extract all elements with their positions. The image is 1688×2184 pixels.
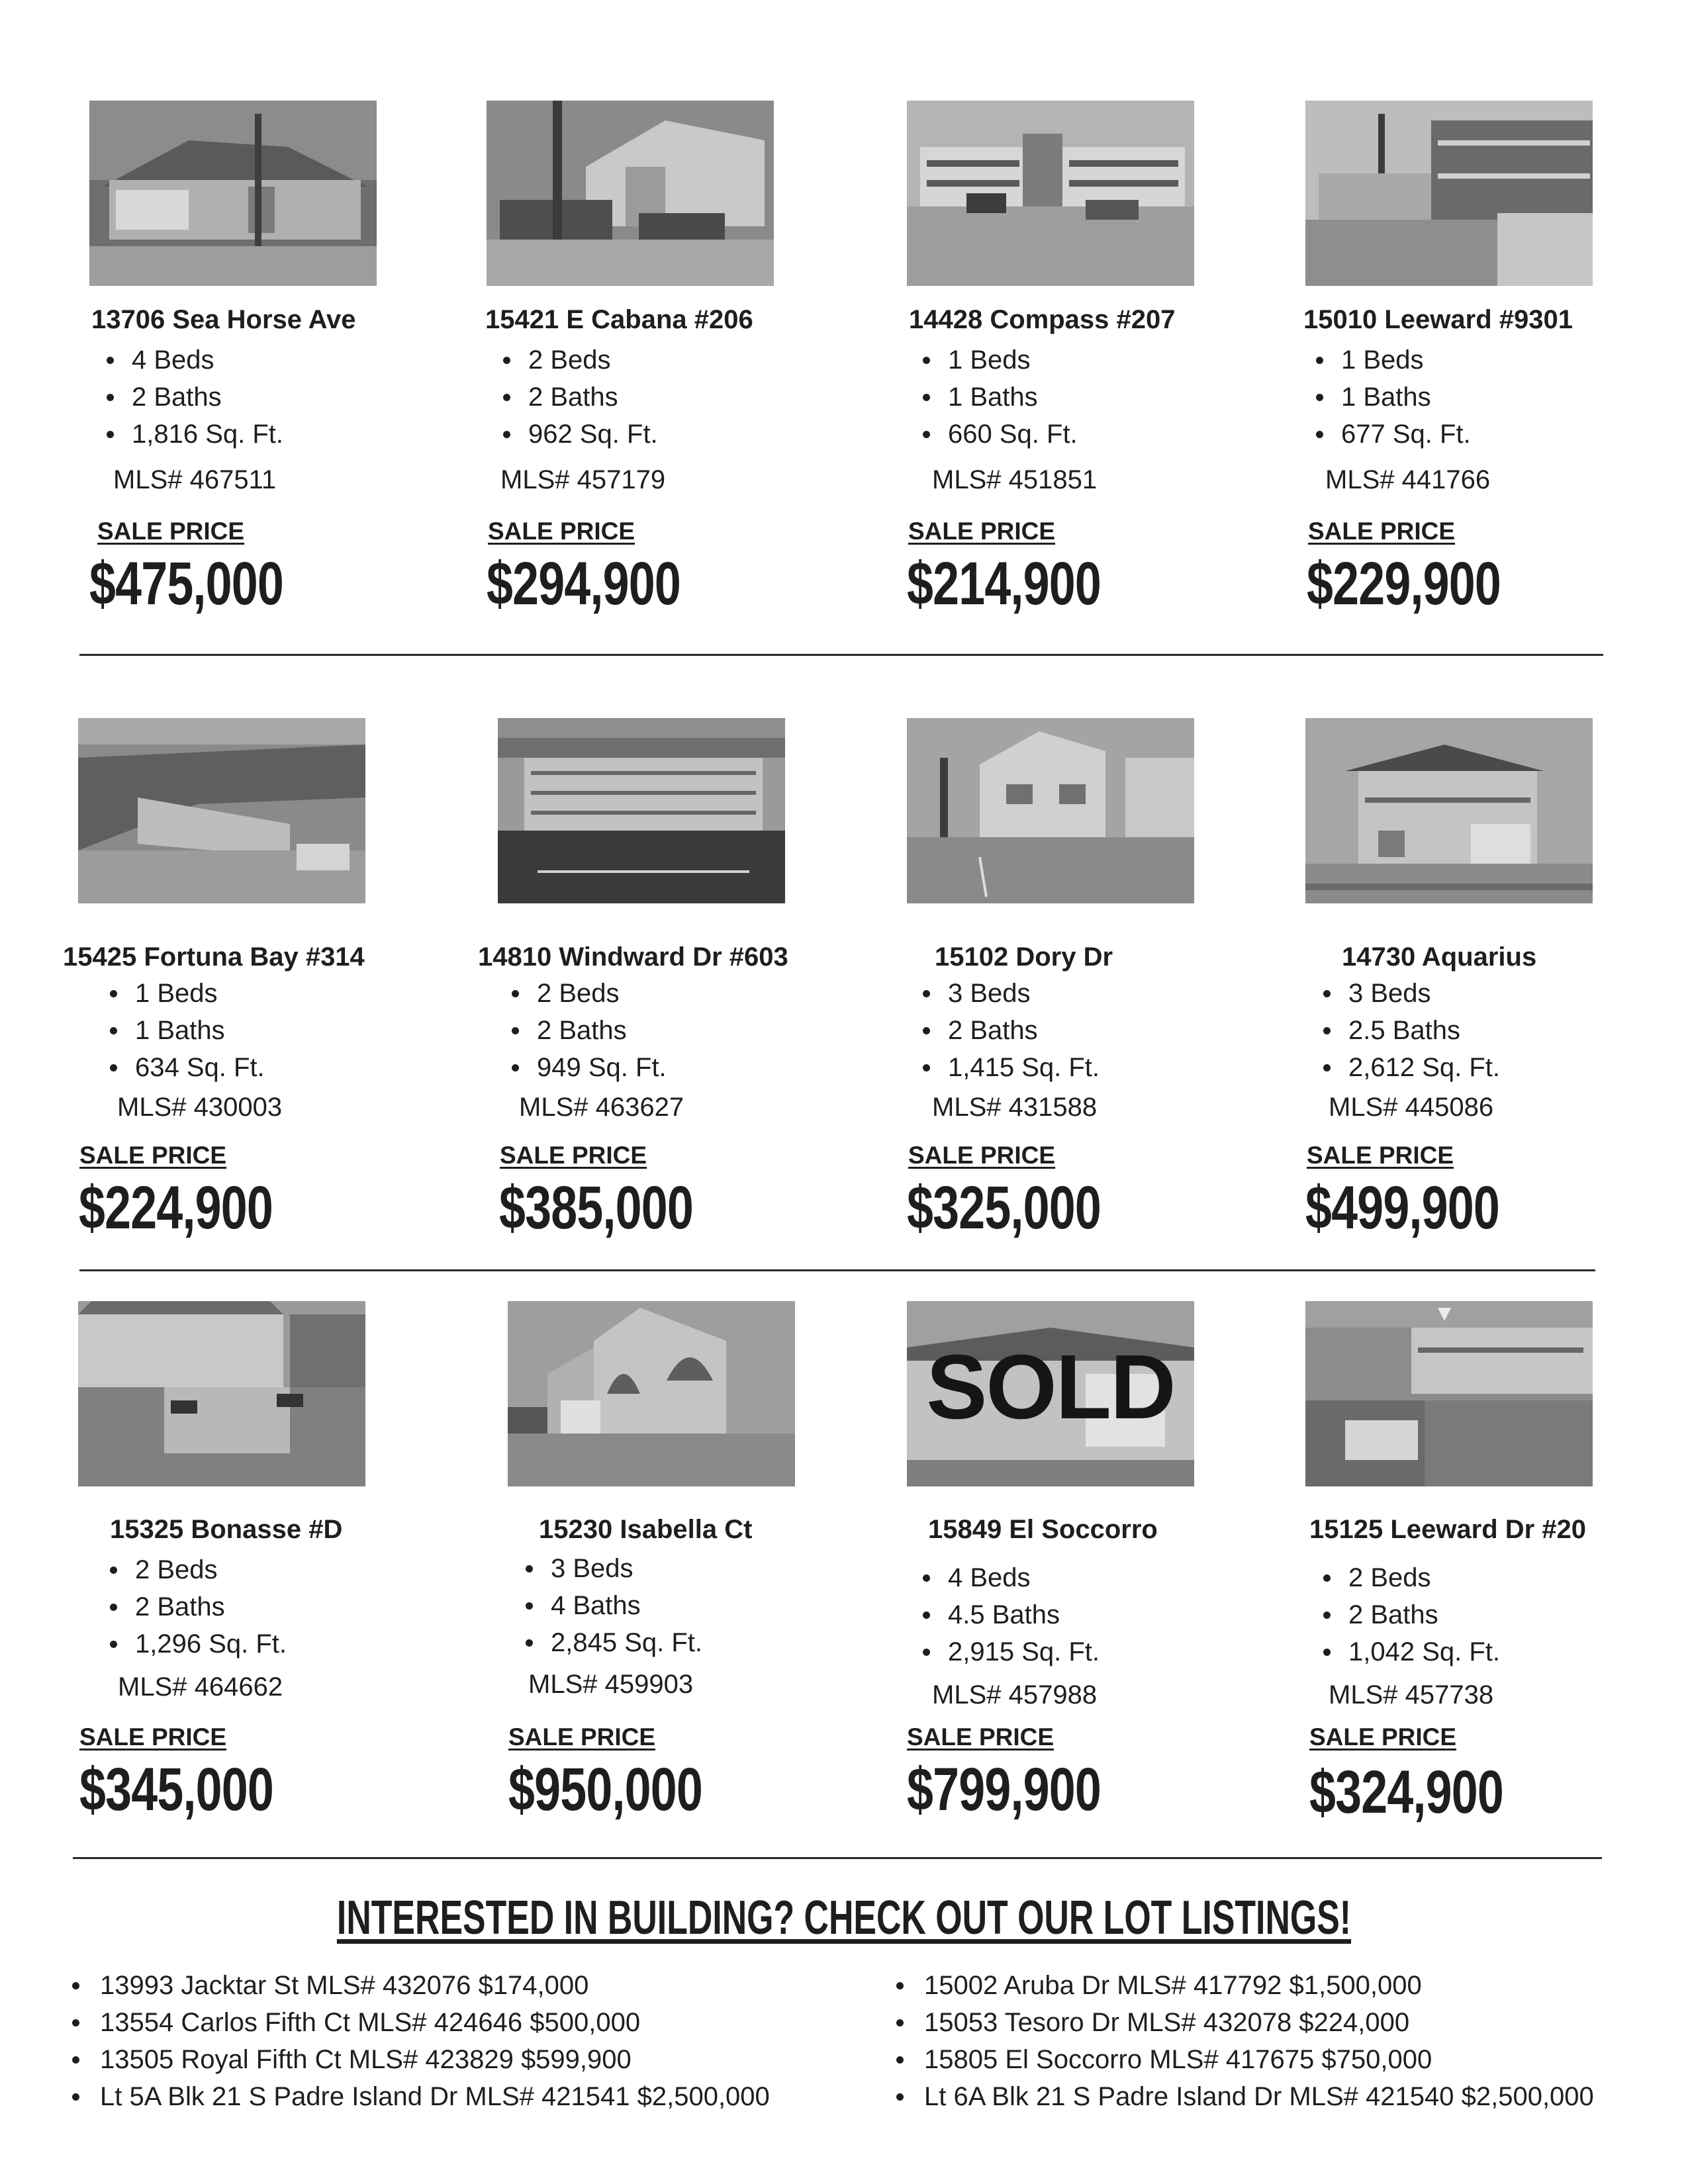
square-footage: 660 Sq. Ft. xyxy=(919,416,1078,453)
listing-address: 14730 Aquarius xyxy=(1342,942,1537,972)
lot-item: 15002 Aruba Dr MLS# 417792 $1,500,000 xyxy=(894,1967,1594,2004)
lot-item: Lt 5A Blk 21 S Padre Island Dr MLS# 421541 $2,500,000 xyxy=(70,2078,770,2115)
baths-count: 1 Baths xyxy=(919,379,1078,416)
condo-photo-image xyxy=(907,101,1194,286)
sold-overlay: SOLD xyxy=(926,1336,1175,1438)
property-photo[interactable] xyxy=(1305,101,1593,286)
property-photo[interactable] xyxy=(498,718,785,903)
listing-card[interactable] xyxy=(1305,718,1650,1300)
sale-price-label: SALE PRICE xyxy=(908,1142,1056,1169)
listing-details xyxy=(1319,1559,1500,1670)
mls-number: MLS# 464662 xyxy=(118,1672,283,1702)
lot-item: Lt 6A Blk 21 S Padre Island Dr MLS# 421540 $2,500,000 xyxy=(894,2078,1594,2115)
aerial-photo-image xyxy=(78,718,365,903)
beds-count: 2 Beds xyxy=(508,975,667,1012)
listing-details xyxy=(522,1550,702,1661)
listing-card[interactable] xyxy=(907,718,1251,1300)
property-photo[interactable] xyxy=(907,101,1194,286)
listing-card[interactable] xyxy=(485,101,829,683)
sale-price-label: SALE PRICE xyxy=(508,1723,656,1751)
beds-count: 2 Beds xyxy=(499,341,658,379)
square-footage: 962 Sq. Ft. xyxy=(499,416,658,453)
square-footage: 949 Sq. Ft. xyxy=(508,1049,667,1086)
sale-price: $325,000 xyxy=(907,1174,1102,1242)
sale-price: $294,900 xyxy=(487,550,681,617)
sale-price-label: SALE PRICE xyxy=(500,1142,647,1169)
listing-address: 14810 Windward Dr #603 xyxy=(478,942,788,972)
listing-card[interactable] xyxy=(907,1301,1251,1884)
sale-price: $229,900 xyxy=(1307,550,1501,617)
lot-item: 15805 El Soccorro MLS# 417675 $750,000 xyxy=(894,2041,1594,2078)
listing-details xyxy=(508,975,667,1086)
listing-address: 15425 Fortuna Bay #314 xyxy=(63,942,365,972)
sale-price-label: SALE PRICE xyxy=(1308,518,1456,545)
square-footage: 1,042 Sq. Ft. xyxy=(1319,1633,1500,1670)
listing-address: 15125 Leeward Dr #20 xyxy=(1309,1515,1587,1544)
square-footage: 1,415 Sq. Ft. xyxy=(919,1049,1100,1086)
mls-number: MLS# 431588 xyxy=(932,1093,1098,1122)
house-photo-image xyxy=(907,718,1194,903)
square-footage: 634 Sq. Ft. xyxy=(106,1049,265,1086)
sale-price-label: SALE PRICE xyxy=(1307,1142,1454,1169)
listing-details xyxy=(106,975,265,1086)
beds-count: 3 Beds xyxy=(919,975,1100,1012)
lot-list-right xyxy=(894,1967,1594,2115)
house-photo-image xyxy=(487,101,774,286)
section-divider xyxy=(79,1269,1595,1271)
beds-count: 1 Beds xyxy=(919,341,1078,379)
listing-card[interactable] xyxy=(1299,101,1643,683)
house-photo-image xyxy=(89,101,377,286)
listing-address: 15230 Isabella Ct xyxy=(539,1515,753,1544)
mls-number: MLS# 463627 xyxy=(519,1093,684,1122)
listing-card[interactable] xyxy=(907,101,1251,683)
lot-item: 13505 Royal Fifth Ct MLS# 423829 $599,900 xyxy=(70,2041,770,2078)
sale-price-label: SALE PRICE xyxy=(907,1723,1055,1751)
listing-details xyxy=(919,1559,1100,1670)
lot-listings-heading xyxy=(0,1891,1688,1944)
listing-details xyxy=(106,1551,287,1662)
listing-details xyxy=(919,341,1078,453)
beds-count: 1 Beds xyxy=(1312,341,1471,379)
sale-price: $950,000 xyxy=(508,1756,703,1823)
lot-item: 15053 Tesoro Dr MLS# 432078 $224,000 xyxy=(894,2004,1594,2041)
mls-number: MLS# 430003 xyxy=(117,1093,283,1122)
property-photo[interactable] xyxy=(508,1301,795,1486)
property-photo[interactable] xyxy=(78,1301,365,1486)
square-footage: 1,296 Sq. Ft. xyxy=(106,1625,287,1662)
condo-photo-image xyxy=(1305,101,1593,286)
mls-number: MLS# 467511 xyxy=(113,465,277,494)
mls-number: MLS# 451851 xyxy=(932,465,1098,494)
sale-price-label: SALE PRICE xyxy=(97,518,245,545)
baths-count: 2.5 Baths xyxy=(1319,1012,1500,1049)
listing-card[interactable] xyxy=(508,1301,852,1884)
sale-price-label: SALE PRICE xyxy=(908,518,1056,545)
property-photo[interactable] xyxy=(1305,1301,1593,1486)
section-divider xyxy=(79,654,1603,656)
listing-details xyxy=(103,341,283,453)
sale-price: $224,900 xyxy=(79,1174,273,1242)
sale-price-label: SALE PRICE xyxy=(79,1723,227,1751)
lot-item: 13993 Jacktar St MLS# 432076 $174,000 xyxy=(70,1967,770,2004)
sale-price: $345,000 xyxy=(79,1756,274,1823)
mls-number: MLS# 445086 xyxy=(1329,1093,1494,1122)
listing-card[interactable] xyxy=(1305,1301,1650,1884)
mls-number: MLS# 441766 xyxy=(1325,465,1491,494)
beds-count: 3 Beds xyxy=(522,1550,702,1587)
sale-price: $214,900 xyxy=(907,550,1102,617)
lot-listings-heading-text: INTERESTED IN BUILDING? CHECK OUT OUR LOT LISTINGS! xyxy=(336,1891,1352,1944)
listing-address: 15325 Bonasse #D xyxy=(110,1515,343,1544)
listing-address: 15849 El Soccorro xyxy=(928,1515,1158,1544)
listing-card[interactable] xyxy=(63,718,407,1300)
aerial-photo-image xyxy=(1305,1301,1593,1486)
beds-count: 2 Beds xyxy=(106,1551,287,1588)
property-photo[interactable] xyxy=(907,1301,1194,1486)
property-photo[interactable] xyxy=(907,718,1194,903)
house-photo-image xyxy=(1305,718,1593,903)
listing-address: 14428 Compass #207 xyxy=(909,305,1176,334)
aerial-photo-image xyxy=(78,1301,365,1486)
listing-address: 15421 E Cabana #206 xyxy=(485,305,753,334)
baths-count: 1 Baths xyxy=(106,1012,265,1049)
lot-item: 13554 Carlos Fifth Ct MLS# 424646 $500,000 xyxy=(70,2004,770,2041)
sale-price-label: SALE PRICE xyxy=(1309,1723,1457,1751)
beds-count: 4 Beds xyxy=(919,1559,1100,1596)
beds-count: 2 Beds xyxy=(1319,1559,1500,1596)
baths-count: 4.5 Baths xyxy=(919,1596,1100,1633)
sale-price: $799,900 xyxy=(907,1756,1102,1823)
listing-address: 15010 Leeward #9301 xyxy=(1303,305,1573,334)
square-footage: 1,816 Sq. Ft. xyxy=(103,416,283,453)
sale-price: $385,000 xyxy=(499,1174,694,1242)
property-photo[interactable] xyxy=(89,101,377,286)
baths-count: 2 Baths xyxy=(1319,1596,1500,1633)
listing-address: 15102 Dory Dr xyxy=(935,942,1113,972)
baths-count: 2 Baths xyxy=(103,379,283,416)
beds-count: 3 Beds xyxy=(1319,975,1500,1012)
baths-count: 1 Baths xyxy=(1312,379,1471,416)
baths-count: 2 Baths xyxy=(508,1012,667,1049)
listing-details xyxy=(1319,975,1500,1086)
sale-price-label: SALE PRICE xyxy=(79,1142,227,1169)
listing-details xyxy=(499,341,658,453)
beds-count: 4 Beds xyxy=(103,341,283,379)
baths-count: 2 Baths xyxy=(919,1012,1100,1049)
sale-price-label: SALE PRICE xyxy=(488,518,635,545)
listing-address: 13706 Sea Horse Ave xyxy=(91,305,356,334)
baths-count: 2 Baths xyxy=(499,379,658,416)
mls-number: MLS# 457179 xyxy=(500,465,666,494)
square-footage: 677 Sq. Ft. xyxy=(1312,416,1471,453)
square-footage: 2,915 Sq. Ft. xyxy=(919,1633,1100,1670)
sale-price: $475,000 xyxy=(89,550,284,617)
listing-card[interactable] xyxy=(89,101,434,683)
property-photo[interactable] xyxy=(487,101,774,286)
section-divider xyxy=(73,1857,1602,1859)
aerial-photo-image xyxy=(498,718,785,903)
baths-count: 4 Baths xyxy=(522,1587,702,1624)
mls-number: MLS# 459903 xyxy=(528,1670,694,1699)
house-photo-image xyxy=(508,1301,795,1486)
beds-count: 1 Beds xyxy=(106,975,265,1012)
mls-number: MLS# 457738 xyxy=(1329,1680,1494,1709)
mls-number: MLS# 457988 xyxy=(932,1680,1098,1709)
listing-card[interactable] xyxy=(478,718,822,1300)
sale-price: $499,900 xyxy=(1305,1174,1500,1242)
lot-list-left xyxy=(70,1967,770,2115)
property-photo[interactable] xyxy=(1305,718,1593,903)
listing-details xyxy=(1312,341,1471,453)
sale-price: $324,900 xyxy=(1309,1758,1504,1826)
property-photo[interactable] xyxy=(78,718,365,903)
square-footage: 2,845 Sq. Ft. xyxy=(522,1624,702,1661)
listing-details xyxy=(919,975,1100,1086)
listing-card[interactable] xyxy=(78,1301,422,1884)
baths-count: 2 Baths xyxy=(106,1588,287,1625)
square-footage: 2,612 Sq. Ft. xyxy=(1319,1049,1500,1086)
